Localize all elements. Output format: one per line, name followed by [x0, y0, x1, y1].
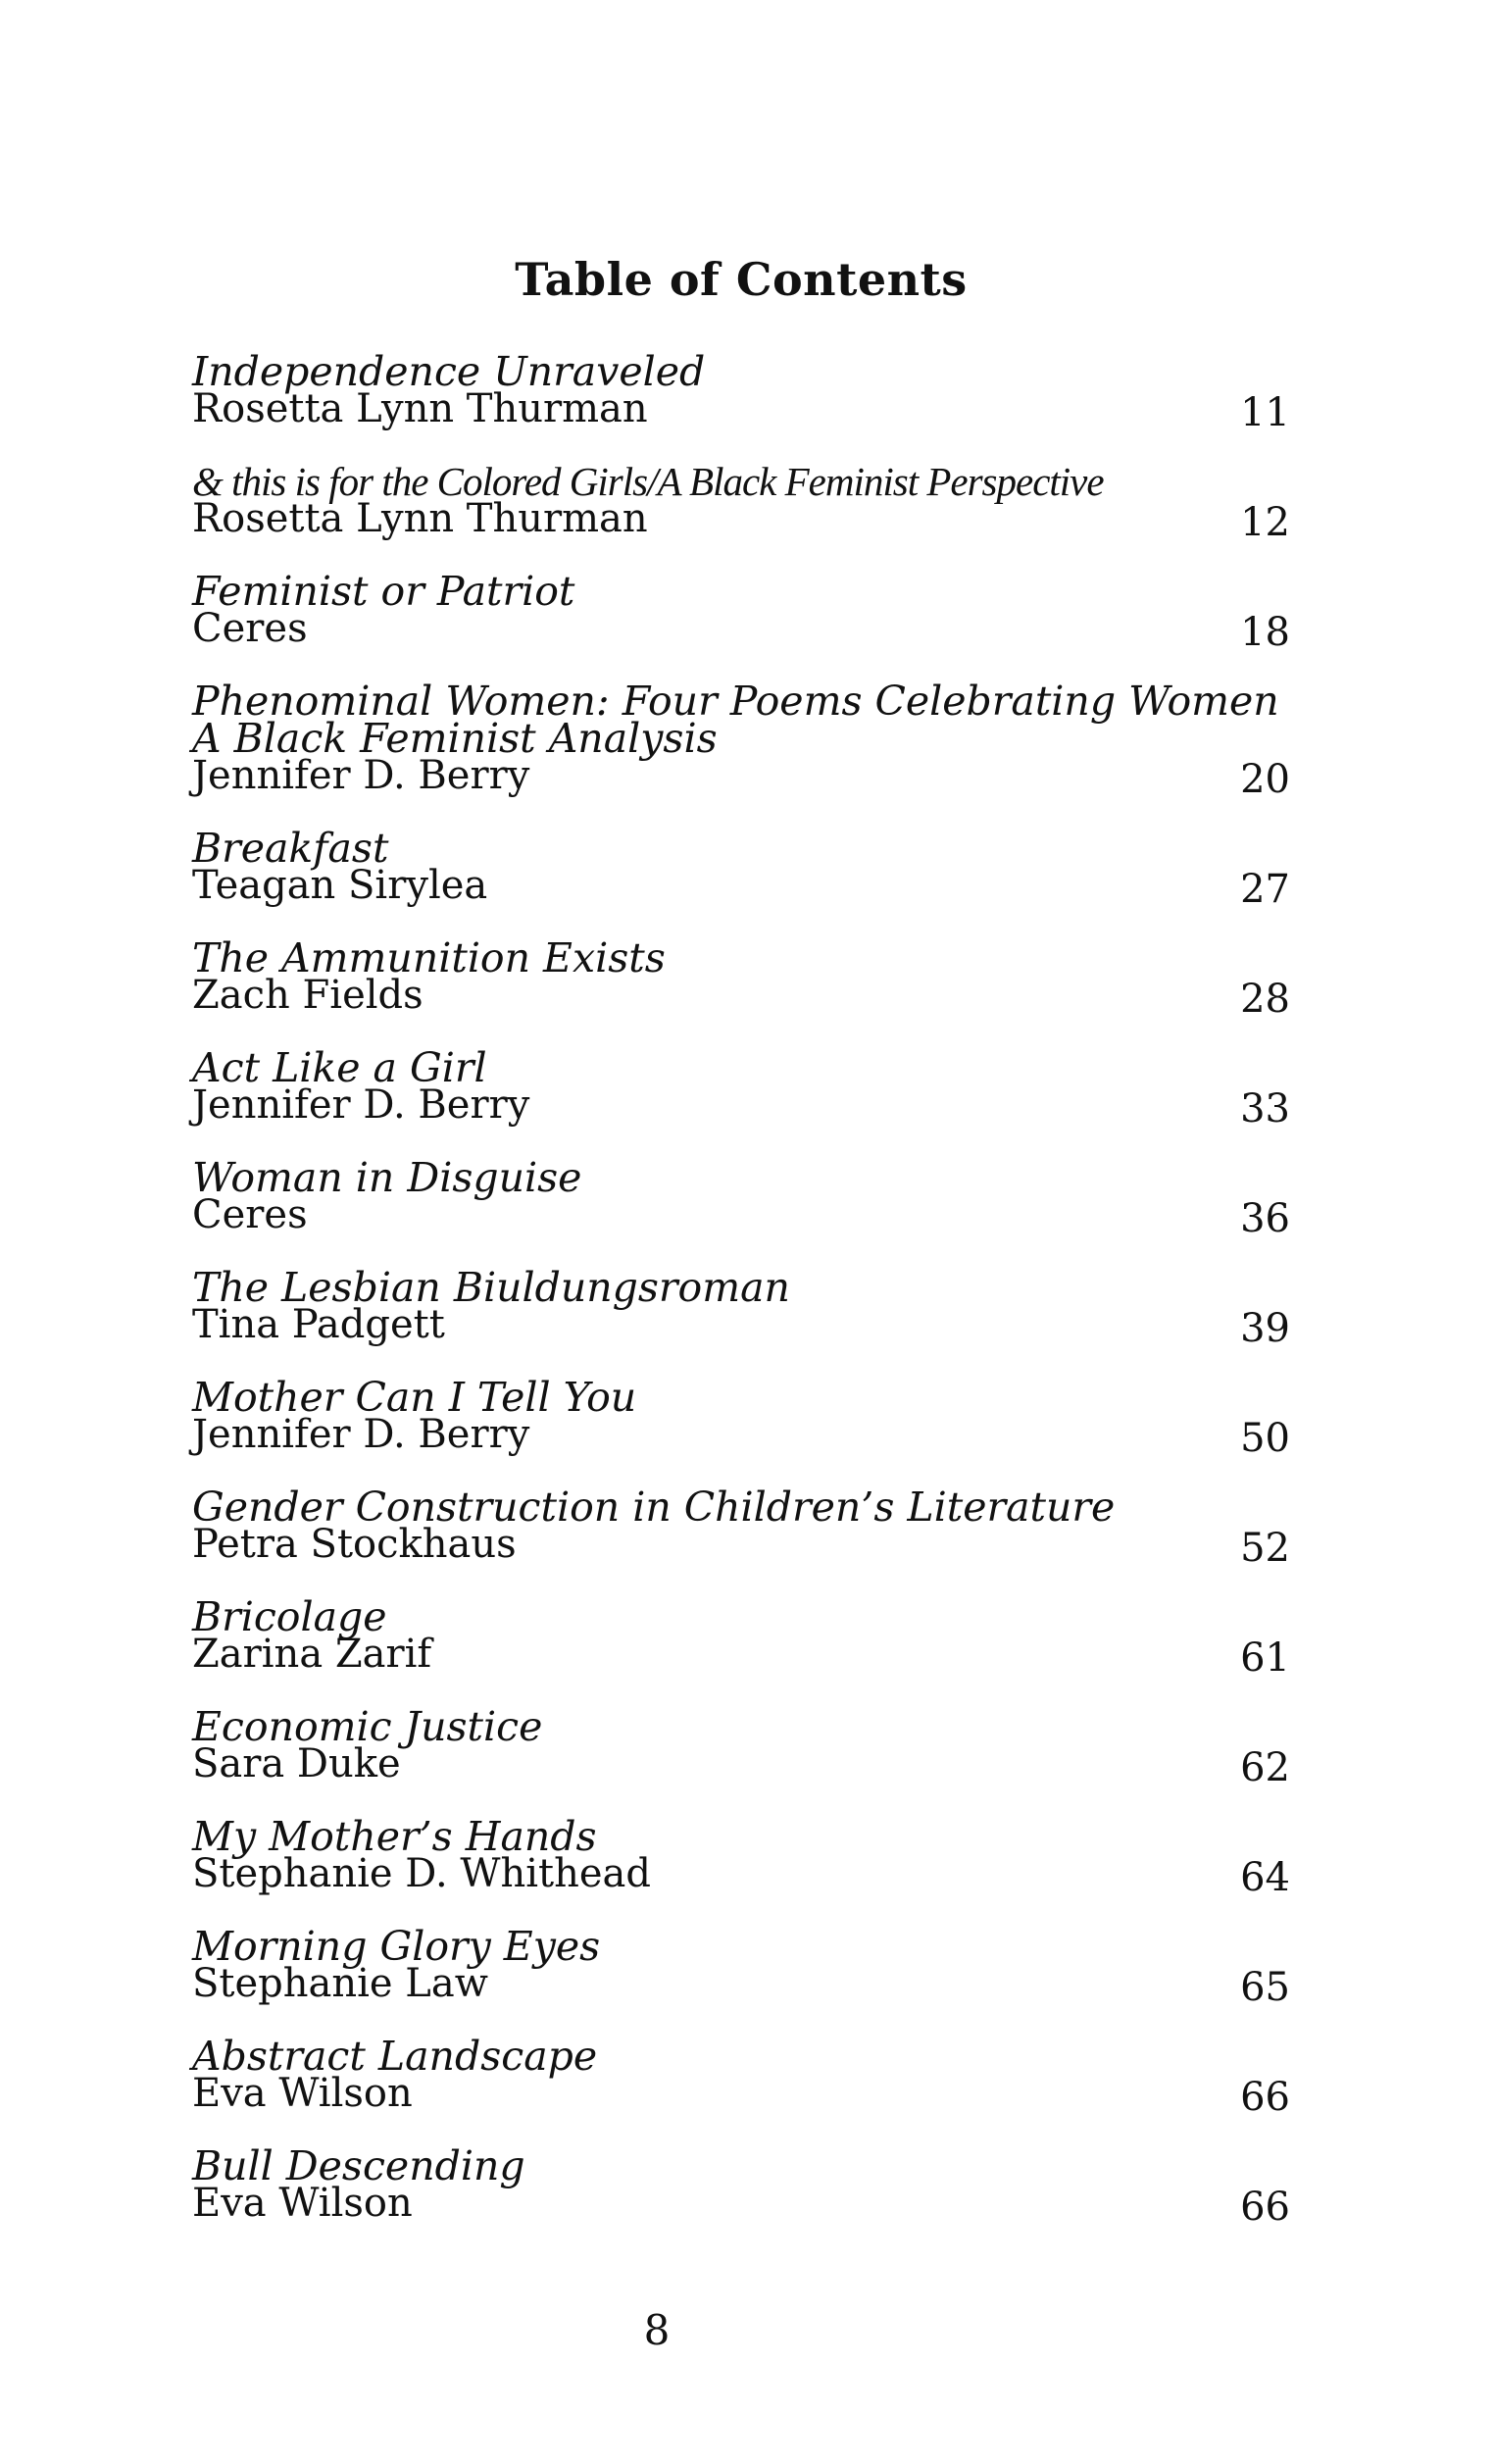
- entry-subtitle: A Black Feminist Analysis: [192, 715, 718, 762]
- toc-entry-lesbian-biuldungsroman: [192, 1264, 1290, 1351]
- toc-entry-morning-glory-eyes: [192, 1923, 1290, 2010]
- entry-title: Bull Descending: [192, 2142, 525, 2189]
- entry-page-number: 52: [1240, 1526, 1290, 1571]
- entry-page-number: 12: [1240, 500, 1290, 545]
- entry-author: Stephanie D. Whithead: [192, 1851, 652, 1896]
- entry-author: Ceres: [192, 1192, 308, 1237]
- toc-entry-economic-justice: [192, 1703, 1290, 1790]
- entry-author: Eva Wilson: [192, 2181, 413, 2226]
- entry-page-number: 11: [1240, 390, 1290, 435]
- toc-entry-phenominal-women: [192, 678, 1290, 802]
- entry-author: Zarina Zarif: [192, 1632, 432, 1677]
- entry-author: Petra Stockhaus: [192, 1522, 517, 1567]
- toc-entry-mother-can-i-tell-you: [192, 1374, 1290, 1461]
- entry-author: Jennifer D. Berry: [192, 753, 530, 798]
- toc-entry-bricolage: [192, 1593, 1290, 1681]
- entry-author: Rosetta Lynn Thurman: [192, 386, 648, 431]
- entry-page-number: 66: [1240, 2075, 1290, 2120]
- toc-entry-independence-unraveled: [192, 348, 1290, 435]
- toc-entry-my-mothers-hands: [192, 1813, 1290, 1900]
- entry-title: & this is for the Colored Girls/A Black Feminist Perspective: [192, 459, 1104, 504]
- entry-page-number: 20: [1240, 757, 1290, 802]
- entry-title: Act Like a Girl: [192, 1044, 487, 1091]
- entry-author: Eva Wilson: [192, 2071, 413, 2116]
- entry-title: Gender Construction in Children’s Literature: [192, 1483, 1116, 1531]
- entry-page-number: 18: [1240, 610, 1290, 655]
- entry-title: Bricolage: [192, 1593, 387, 1640]
- entry-title: Abstract Landscape: [192, 2033, 598, 2080]
- entry-author: Jennifer D. Berry: [192, 1082, 530, 1128]
- entry-page-number: 33: [1240, 1086, 1290, 1131]
- entry-page-number: 65: [1240, 1965, 1290, 2010]
- entry-page-number: 27: [1240, 867, 1290, 912]
- entry-page-number: 50: [1240, 1416, 1290, 1461]
- entry-title: The Ammunition Exists: [192, 934, 666, 981]
- toc-entry-colored-girls: [192, 459, 1290, 545]
- entry-title: Breakfast: [192, 825, 389, 872]
- entry-page-number: 66: [1240, 2185, 1290, 2230]
- table-of-contents-list: [192, 348, 1290, 2230]
- entry-author: Sara Duke: [192, 1741, 401, 1786]
- toc-entry-ammunition-exists: [192, 934, 1290, 1022]
- toc-entry-act-like-a-girl: [192, 1044, 1290, 1131]
- toc-entry-feminist-or-patriot: [192, 568, 1290, 655]
- entry-title: Mother Can I Tell You: [192, 1374, 637, 1421]
- entry-title: Woman in Disguise: [192, 1154, 582, 1201]
- entry-author: Rosetta Lynn Thurman: [192, 496, 648, 541]
- entry-title: The Lesbian Biuldungsroman: [192, 1264, 790, 1311]
- entry-title: Independence Unraveled: [192, 348, 706, 395]
- entry-title: Phenominal Women: Four Poems Celebrating Women: [192, 678, 1279, 725]
- entry-page-number: 64: [1240, 1855, 1290, 1900]
- entry-title: Economic Justice: [192, 1703, 543, 1750]
- entry-title: My Mother’s Hands: [192, 1813, 597, 1860]
- toc-entry-gender-construction: [192, 1483, 1290, 1571]
- entry-page-number: 62: [1240, 1745, 1290, 1790]
- entry-page-number: 28: [1240, 977, 1290, 1022]
- toc-entry-bull-descending: [192, 2142, 1290, 2230]
- entry-author: Teagan Sirylea: [192, 863, 488, 908]
- entry-author: Stephanie Law: [192, 1961, 488, 2006]
- entry-page-number: 36: [1240, 1196, 1290, 1241]
- entry-title: Morning Glory Eyes: [192, 1923, 601, 1970]
- entry-author: Ceres: [192, 606, 308, 651]
- page-title: Table of Contents: [515, 253, 968, 306]
- page-folio: 8: [643, 2306, 671, 2354]
- entry-author: Jennifer D. Berry: [192, 1412, 530, 1457]
- entry-author: Tina Padgett: [192, 1302, 445, 1347]
- entry-page-number: 39: [1240, 1306, 1290, 1351]
- entry-author: Zach Fields: [192, 973, 423, 1018]
- entry-title: Feminist or Patriot: [192, 568, 575, 615]
- toc-entry-woman-in-disguise: [192, 1154, 1290, 1241]
- toc-entry-abstract-landscape: [192, 2033, 1290, 2120]
- entry-page-number: 61: [1240, 1635, 1290, 1681]
- toc-entry-breakfast: [192, 825, 1290, 912]
